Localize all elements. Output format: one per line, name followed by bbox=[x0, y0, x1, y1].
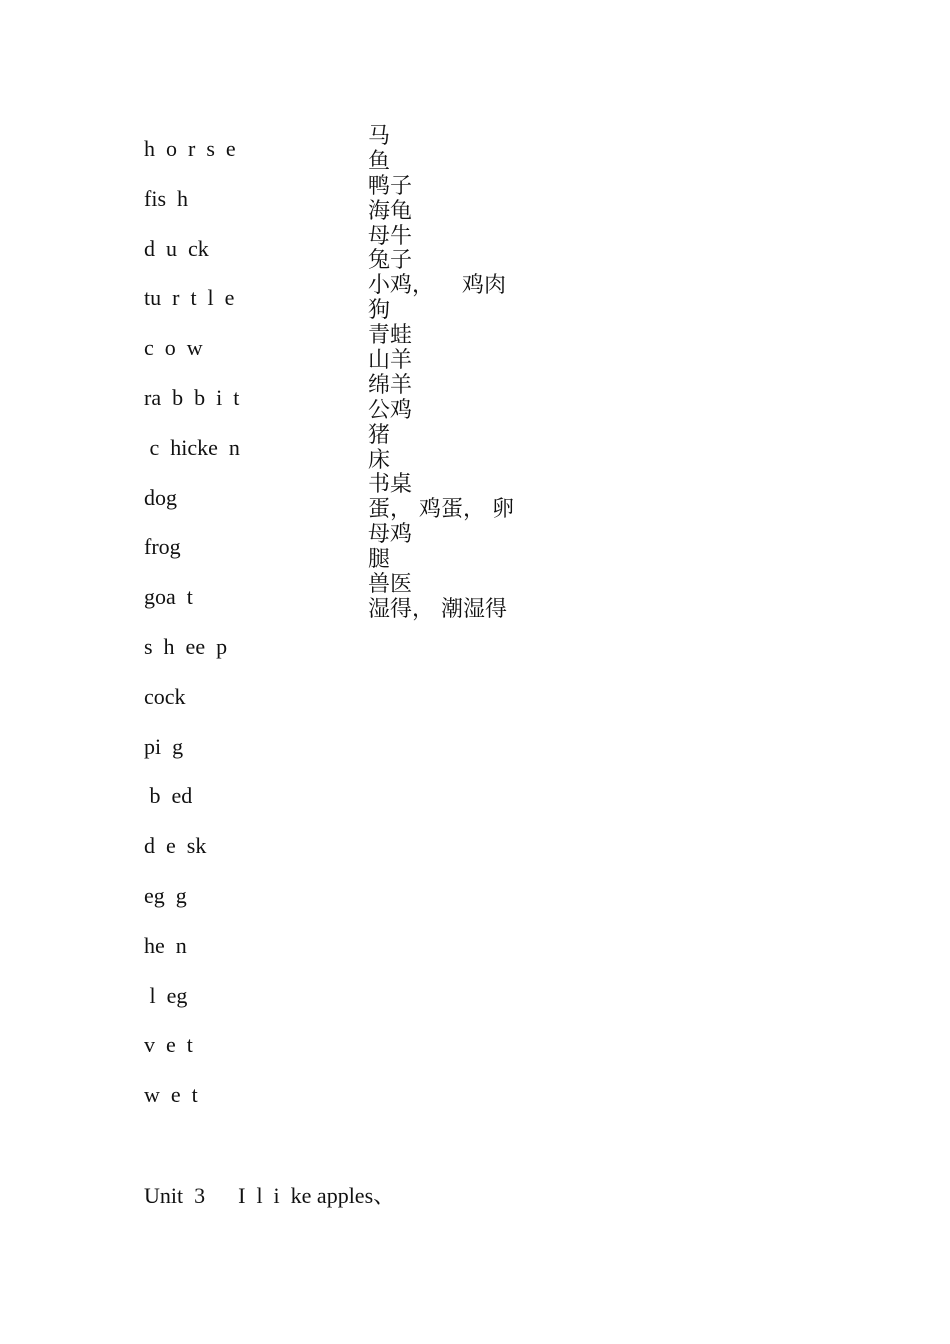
english-word: pi g bbox=[144, 733, 184, 759]
chinese-meaning: 狗 bbox=[368, 298, 391, 324]
english-word: dog bbox=[144, 484, 177, 510]
chinese-meaning: 兽医 bbox=[368, 572, 413, 598]
english-word: tu r t l e bbox=[144, 285, 235, 311]
chinese-meaning: 青蛙 bbox=[368, 323, 413, 349]
chinese-meaning: 蛋， 鸡蛋， 卵 bbox=[368, 497, 514, 523]
chinese-meaning: 床 bbox=[368, 447, 391, 473]
english-word: frog bbox=[144, 534, 181, 560]
english-word: cock bbox=[144, 683, 186, 709]
english-word: d u ck bbox=[144, 235, 209, 261]
english-word: b ed bbox=[144, 783, 193, 809]
english-word: d e sk bbox=[144, 833, 207, 859]
english-word-list bbox=[144, 133, 240, 1129]
chinese-meaning: 马 bbox=[368, 124, 391, 149]
chinese-meaning: 母牛 bbox=[368, 223, 413, 249]
english-word: w e t bbox=[144, 1082, 198, 1108]
chinese-meaning: 公鸡 bbox=[368, 397, 413, 423]
english-word: c hicke n bbox=[144, 434, 240, 460]
chinese-meaning: 湿得， 潮湿得 bbox=[368, 596, 507, 622]
english-word: s h ee p bbox=[144, 633, 228, 659]
chinese-meaning: 海龟 bbox=[368, 198, 413, 224]
chinese-meaning: 小鸡， 鸡肉 bbox=[368, 273, 506, 299]
english-word: goa t bbox=[144, 584, 193, 610]
english-word: l eg bbox=[144, 982, 188, 1008]
chinese-meaning: 山羊 bbox=[368, 348, 413, 374]
chinese-meaning: 绵羊 bbox=[368, 372, 413, 398]
chinese-meaning: 母鸡 bbox=[368, 522, 413, 548]
chinese-meaning: 书桌 bbox=[368, 472, 413, 498]
english-word: ra b b i t bbox=[144, 384, 240, 410]
english-word: fis h bbox=[144, 185, 188, 211]
chinese-meaning: 腿 bbox=[368, 547, 391, 573]
chinese-meaning: 鱼 bbox=[368, 148, 391, 174]
chinese-meaning: 兔子 bbox=[368, 248, 413, 274]
english-word: v e t bbox=[144, 1032, 193, 1058]
english-word: h o r s e bbox=[144, 136, 236, 161]
chinese-meaning: 鸭子 bbox=[368, 173, 413, 199]
unit-heading: Unit 3 I l i ke apples、 bbox=[144, 1183, 396, 1208]
english-word: he n bbox=[144, 932, 187, 958]
english-word: eg g bbox=[144, 882, 187, 908]
chinese-meaning-list bbox=[368, 124, 514, 622]
english-word: c o w bbox=[144, 335, 203, 361]
chinese-meaning: 猪 bbox=[368, 422, 391, 448]
